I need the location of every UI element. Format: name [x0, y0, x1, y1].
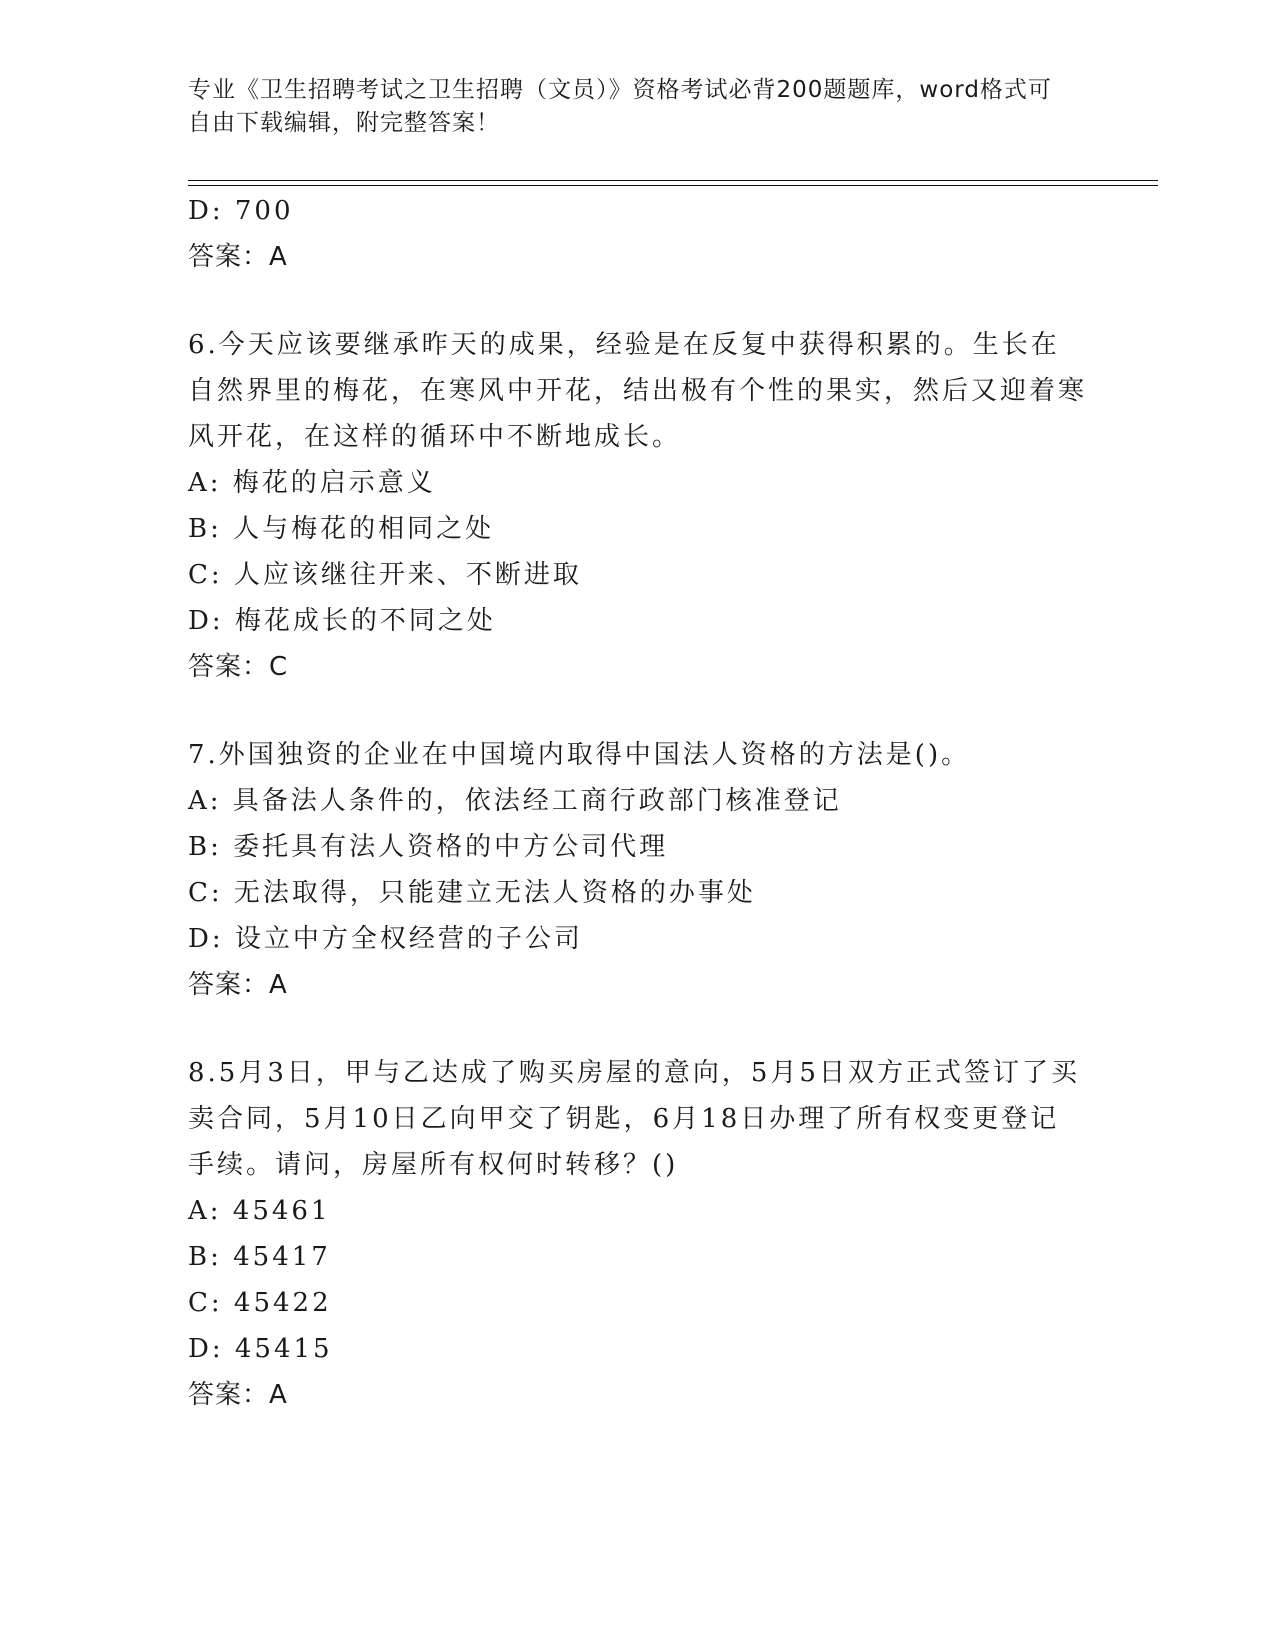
question-stem: 6.今天应该要继承昨天的成果，经验是在反复中获得积累的。生长在自然界里的梅花，在寒风中开花，结出极有个性的果实，然后又迎着寒风开花，在这样的循环中不断地成长。 [188, 330, 1088, 452]
question-stem: 7.外国独资的企业在中国境内取得中国法人资格的方法是()。 [188, 740, 971, 770]
answer-line: 答案：A [188, 242, 288, 272]
option-a: A: 具备法人条件的，依法经工商行政部门核准登记 [188, 786, 842, 816]
option-a: A: 梅花的启示意义 [188, 468, 436, 498]
option-d: D: 设立中方全权经营的子公司 [188, 924, 583, 954]
option-b: B: 人与梅花的相同之处 [188, 514, 495, 544]
document-body [188, 188, 1088, 1418]
answer-line: 答案：C [188, 652, 289, 682]
option-d: D: 45415 [188, 1334, 333, 1364]
option-b: B: 45417 [188, 1242, 331, 1272]
option-c: C: 人应该继往开来、不断进取 [188, 560, 582, 590]
header-divider-top [188, 180, 1158, 181]
question-stem: 8.5月3日，甲与乙达成了购买房屋的意向，5月5日双方正式签订了买卖合同，5月10日乙向甲交了钥匙，6月18日办理了所有权变更登记手续。请问，房屋所有权何时转移？() [188, 1058, 1080, 1180]
answer-line: 答案：A [188, 970, 288, 1000]
header-divider-bottom [188, 185, 1158, 186]
option-d: D: 梅花成长的不同之处 [188, 606, 496, 636]
document-header: 专业《卫生招聘考试之卫生招聘（文员）》资格考试必背200题题库，word格式可自由下载编辑，附完整答案！ [188, 77, 1052, 136]
question-7 [188, 690, 1088, 1008]
option-c: C: 45422 [188, 1288, 332, 1318]
option-c: C: 无法取得，只能建立无法人资格的办事处 [188, 878, 756, 908]
option-a: A: 45461 [188, 1196, 331, 1226]
question-6 [188, 280, 1088, 690]
option-d: D: 700 [188, 196, 294, 226]
option-b: B: 委托具有法人资格的中方公司代理 [188, 832, 669, 862]
question-8 [188, 1008, 1088, 1418]
answer-line: 答案：A [188, 1380, 288, 1410]
